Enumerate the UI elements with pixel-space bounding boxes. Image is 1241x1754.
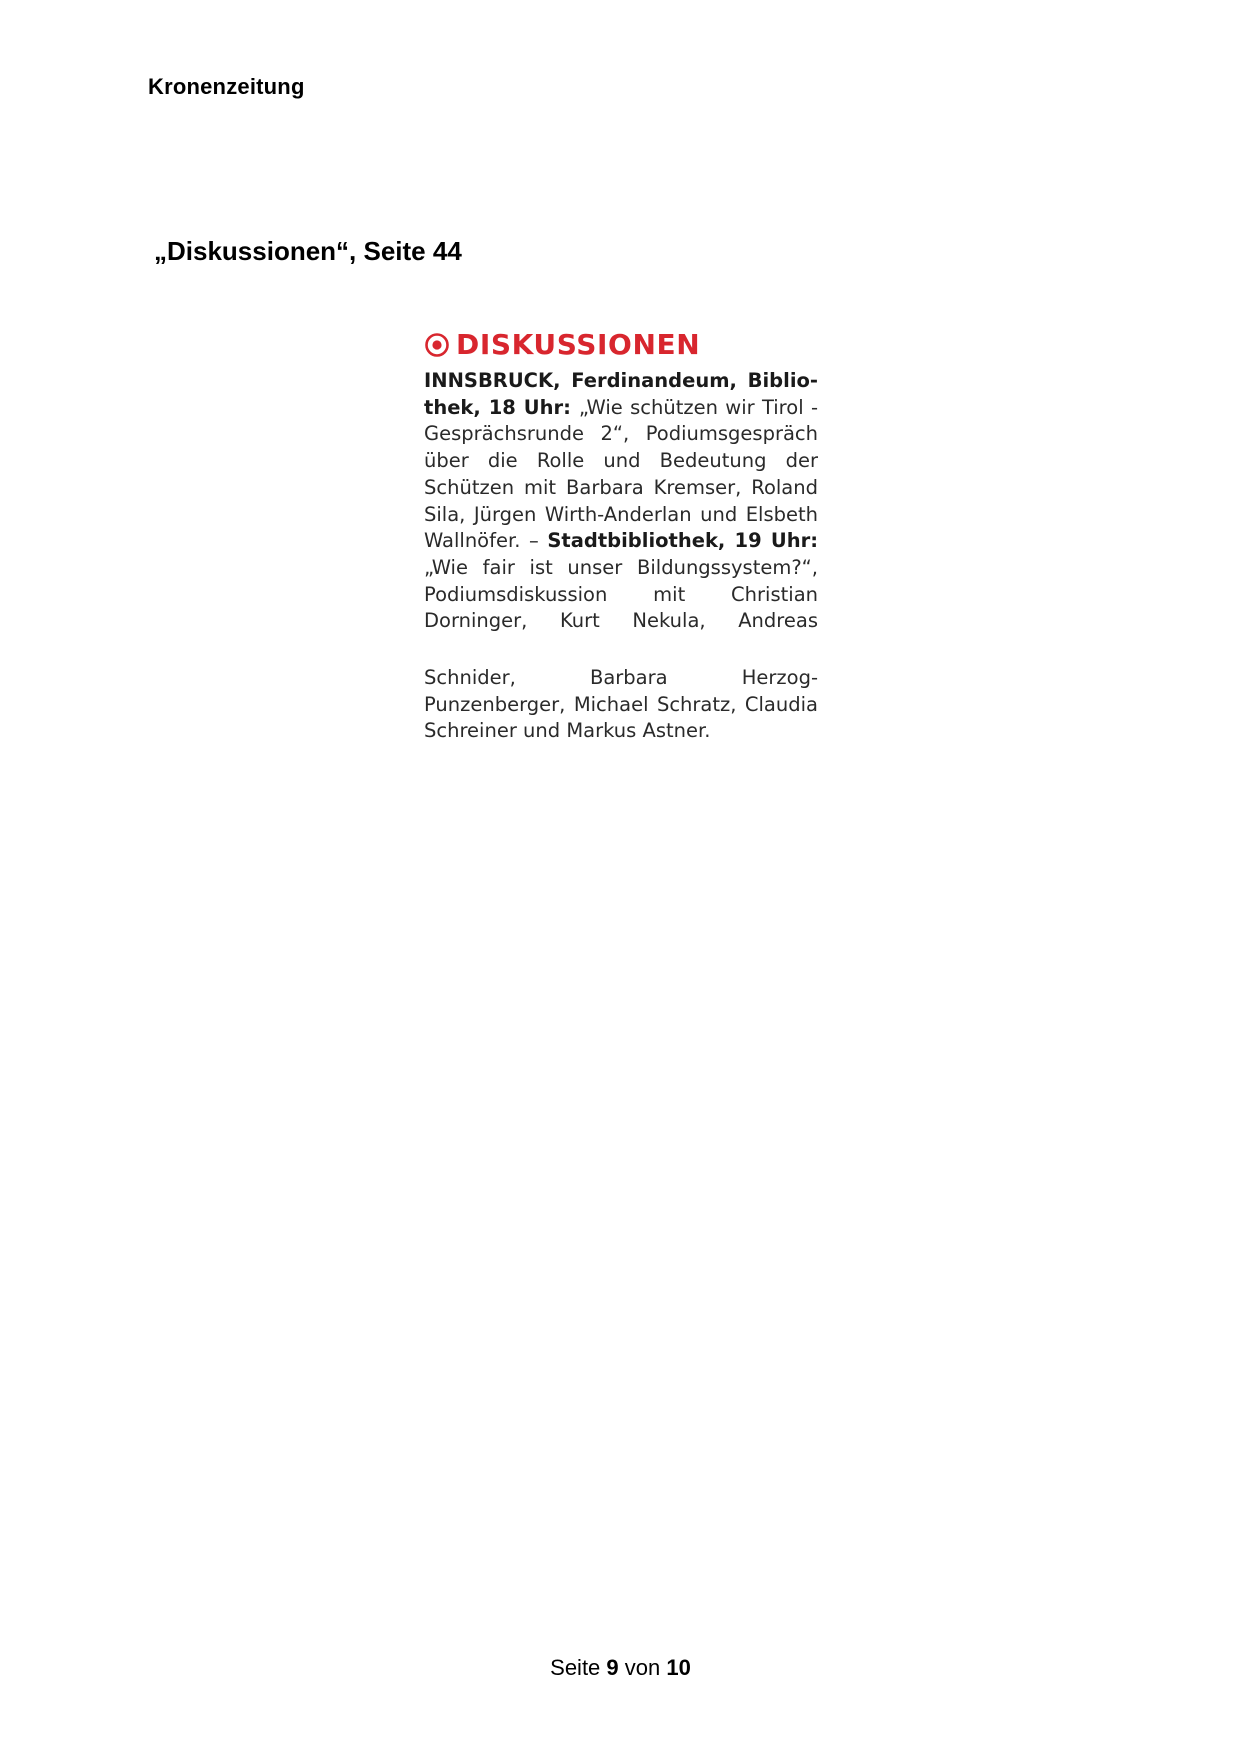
page-footer [0,1655,1241,1681]
event-location-stadtbibliothek: Stadtbibliothek, 19 Uhr: [547,529,818,553]
publication-name: Kronenzeitung [148,74,305,99]
newspaper-clipping [424,326,818,745]
total-page-count: 10 [666,1655,691,1680]
event-description-1: „Wie schützen wir Tirol - Gesprächsrunde 2“, Podiumsgespräch über die Rolle und Bedeutung der Schützen mit Barbara Kremser, Roland Sila, Jürgen Wirth-Anderlan und Elsbeth Wallnöfer. – [424,395,818,553]
clipping-body [424,368,818,635]
clipping-continuation: Schnider, Barbara Herzog-Punzenberger, Michael Schratz, Claudia Schreiner und Markus Astner. [424,666,818,743]
event-location-innsbruck: INNSBRUCK, Ferdinandeum, Bibliothek, 18 Uhr: [424,369,818,419]
section-heading: „Diskussionen“, Seite 44 [154,236,462,266]
current-page-number: 9 [606,1655,619,1680]
footer-separator: von [618,1655,667,1680]
clipping-header [424,326,818,364]
target-icon [424,332,450,358]
footer-prefix: Seite [550,1655,607,1680]
clipping-title: DISKUSSIONEN [456,328,701,361]
event-description-2: „Wie fair ist unser Bildungssystem?“, Podiumsdiskussion mit Christian Dorninger, Kurt Nekula, Andreas [424,555,818,633]
